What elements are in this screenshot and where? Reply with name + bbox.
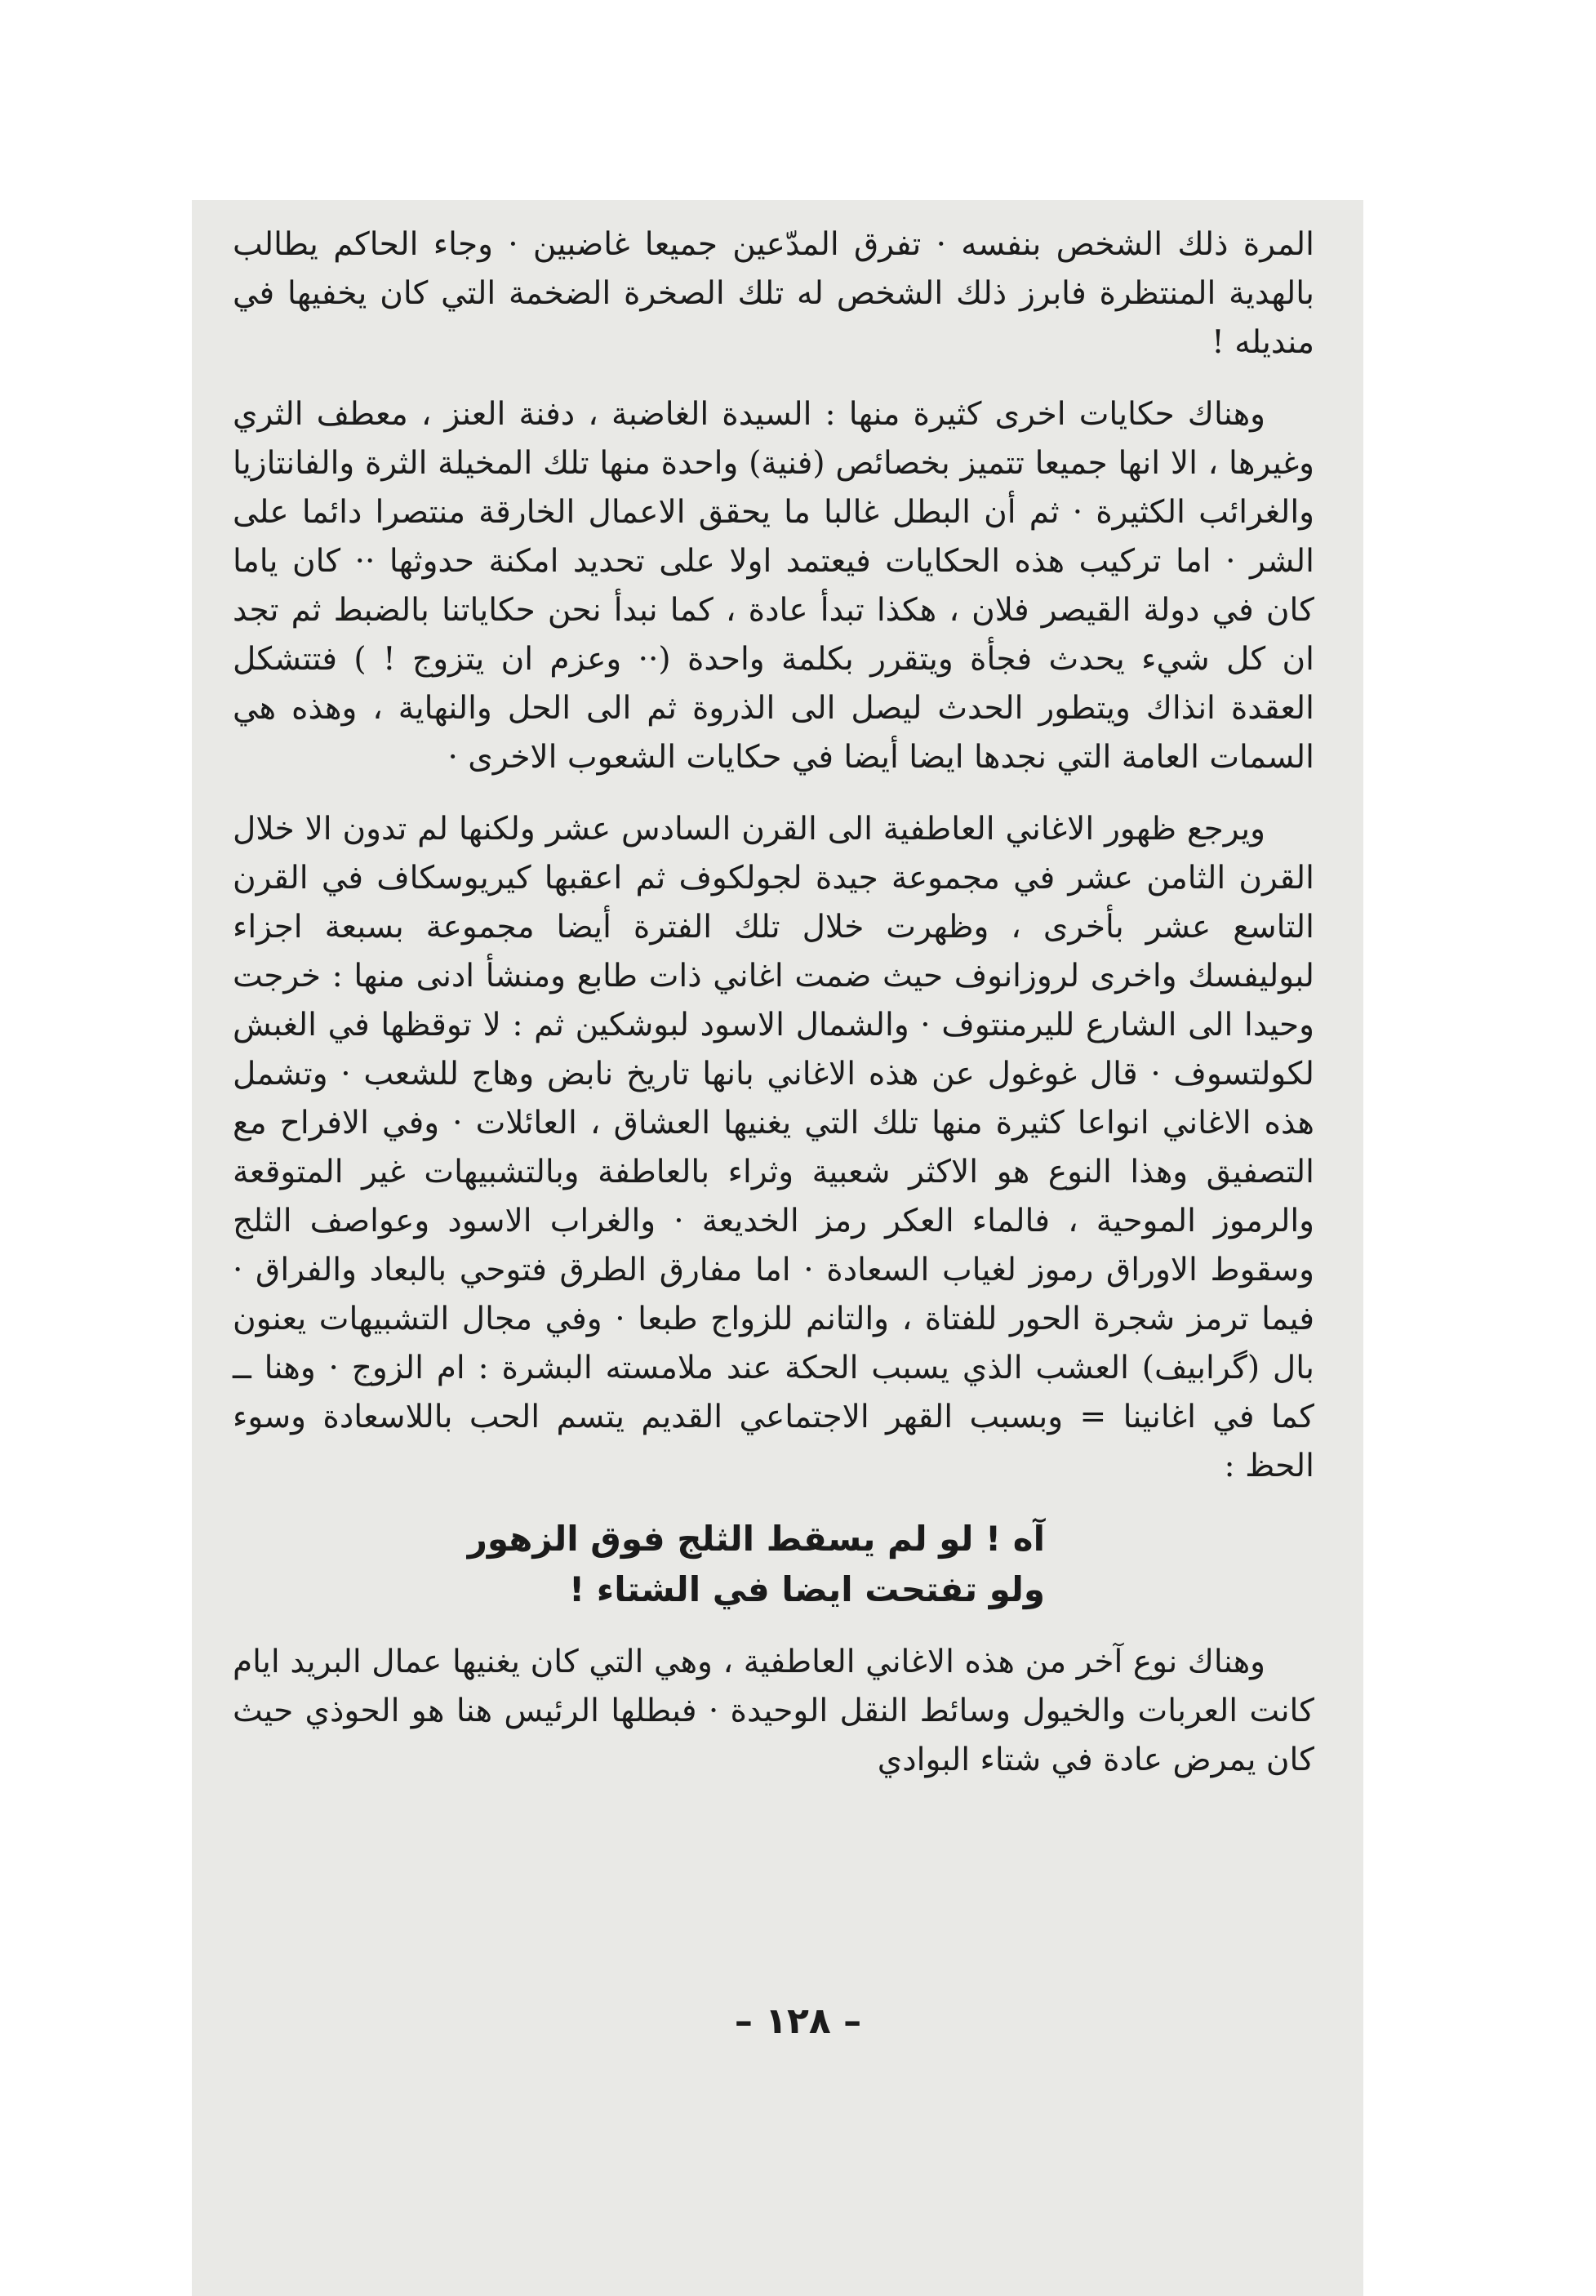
paragraph-3: ويرجع ظهور الاغاني العاطفية الى القرن السادس عشر ولكنها لم تدون الا خلال القرن الثامن عشر في مجموعة جيدة لجولكوف ثم اعقبها كيريوسكاف في القرن التاسع عشر بأخرى ، وظهرت خلال تلك الفترة أيضا مجموعة بسبعة اجزاء لبوليفسك واخرى لروزانوف حيث ضمت اغاني ذات طابع ومنشأ ادنى منها : خرجت وحيدا الى الشارع لليرمنتوف · والشمال الاسود لبوشكين ثم : لا توقظها في الغبش لكولتسوف · قال غوغول عن هذه الاغاني بانها تاريخ نابض وهاج للشعب · وتشمل هذه الاغاني انواعا كثيرة منها تلك التي يغنيها العشاق ، العائلات · وفي الافراح مع التصفيق وهذا النوع هو الاكثر شعبية وثراء بالعاطفة وبالتشبيهات غير المتوقعة والرموز الموحية ، فالماء العكر رمز الخديعة · والغراب الاسود وعواصف الثلج وسقوط الاوراق رموز لغياب السعادة · اما مفارق الطرق فتوحي بالبعاد والفراق · فيما ترمز شجرة الحور للفتاة ، والتانم للزواج طبعا · وفي مجال التشبيهات يعنون بال (گرابيف) العشب الذي يسبب الحكة عند ملامسته البشرة : ام الزوج · وهنا ــ كما في اغانينا = وبسبب القهر الاجتماعي القديم يتسم الحب باللاسعادة وسوء الحظ :	[233, 811, 1314, 1484]
verse-line-1: آه ! لو لم يسقط الثلج فوق الزهور	[467, 1519, 1045, 1559]
paragraph-2: وهناك حكايات اخرى كثيرة منها : السيدة الغاضبة ، دفنة العنز ، معطف الثري وغيرها ، الا انها جميعا تتميز بخصائص (فنية) واحدة منها تلك المخيلة الثرة والفانتازيا والغرائب الكثيرة · ثم أن البطل غالبا ما يحقق الاعمال الخارقة منتصرا دائما على الشر · اما تركيب هذه الحكايات فيعتمد اولا على تحديد امكنة حدوثها ·· كان ياما كان في دولة القيصر فلان ، هكذا تبدأ عادة ، كما نبدأ نحن حكاياتنا بالضبط ثم تجد ان كل شيء يحدث فجأة ويتقرر بكلمة واحدة (·· وعزم ان يتزوج ! ) فتتشكل العقدة انذاك ويتطور الحدث ليصل الى الذروة ثم الى الحل والنهاية ، وهذه هي السمات العامة التي نجدها ايضا أيضا في حكايات الشعوب الاخرى ·	[233, 396, 1314, 776]
body-text	[233, 220, 1314, 1785]
paragraph-gap	[233, 782, 1314, 805]
paragraph-1: المرة ذلك الشخص بنفسه · تفرق المدّعين جميعا غاضبين · وجاء الحاكم يطالب بالهدية المنتظرة فابرز ذلك الشخص له تلك الصخرة الضخمة التي كان يخفيها في منديله !	[233, 226, 1314, 361]
verse-quote	[233, 1514, 1314, 1615]
paragraph-gap	[233, 367, 1314, 390]
verse-line-2: ولو تفتحت ايضا في الشتاء !	[569, 1569, 1045, 1609]
paragraph-4: وهناك نوع آخر من هذه الاغاني العاطفية ، وهي التي كان يغنيها عمال البريد ايام كانت العربات والخيول وسائط النقل الوحيدة · فبطلها الرئيس هنا هو الحوذي حيث كان يمرض عادة في شتاء البوادي	[233, 1644, 1314, 1778]
page-number: – ١٢٨ –	[734, 2000, 862, 2042]
